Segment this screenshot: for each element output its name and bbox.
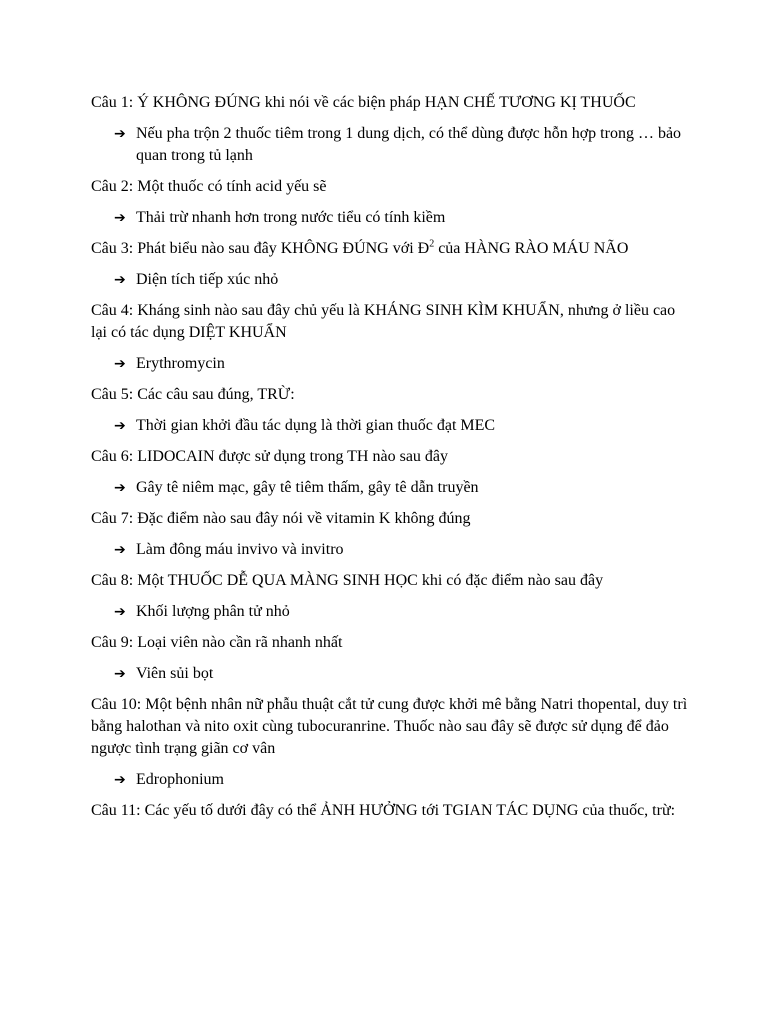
question-9: Câu 9: Loại viên nào cần rã nhanh nhất [91, 634, 343, 651]
right-arrow-icon: ➔ [114, 480, 126, 496]
answer-text: Khối lượng phân tử nhỏ [136, 603, 290, 620]
answer-text: Thời gian khởi đầu tác dụng là thời gian thuốc đạt MEC [136, 417, 496, 434]
answer-1 [91, 123, 691, 167]
answer-10 [91, 769, 691, 791]
question-3 [91, 238, 691, 260]
right-arrow-icon: ➔ [114, 210, 126, 226]
question-text: của HÀNG RÀO MÁU NÃO [434, 240, 629, 257]
question-10: Câu 10: Một bệnh nhân nữ phẫu thuật cắt tử cung được khởi mê bằng Natri thopental, duy trì bằng halothan và nito oxit cùng tubocuranrine. Thuốc nào sau đây sẽ được sử dụng để đảo ngược tình trạng giãn cơ vân [91, 696, 688, 757]
right-arrow-icon: ➔ [114, 272, 126, 288]
right-arrow-icon: ➔ [114, 542, 126, 558]
answer-text: Thải trừ nhanh hơn trong nước tiểu có tính kiềm [136, 209, 446, 226]
answer-text: Nếu pha trộn 2 thuốc tiêm trong 1 dung dịch, có thể dùng được hỗn hợp trong … bảo quan trong tủ lạnh [136, 125, 682, 164]
answer-text: Diện tích tiếp xúc nhỏ [136, 271, 279, 288]
answer-4 [91, 353, 691, 375]
answer-text: Edrophonium [136, 771, 224, 788]
right-arrow-icon: ➔ [114, 126, 126, 142]
question-1: Câu 1: Ý KHÔNG ĐÚNG khi nói về các biện pháp HẠN CHẾ TƯƠNG KỊ THUỐC [91, 94, 636, 111]
answer-9 [91, 663, 691, 685]
right-arrow-icon: ➔ [114, 604, 126, 620]
answer-6 [91, 477, 691, 499]
question-text: Câu 3: Phát biểu nào sau đây KHÔNG ĐÚNG với Đ [91, 240, 430, 257]
answer-text: Viên sủi bọt [136, 665, 214, 682]
answer-text: Làm đông máu invivo và invitro [136, 541, 344, 558]
right-arrow-icon: ➔ [114, 772, 126, 788]
question-4: Câu 4: Kháng sinh nào sau đây chủ yếu là KHÁNG SINH KÌM KHUẨN, nhưng ở liều cao lại có tác dụng DIỆT KHUẨN [91, 302, 676, 341]
answer-8 [91, 601, 691, 623]
question-5: Câu 5: Các câu sau đúng, TRỪ: [91, 386, 295, 403]
answer-text: Gây tê niêm mạc, gây tê tiêm thấm, gây tê dẫn truyền [136, 479, 479, 496]
superscript: 2 [429, 238, 435, 250]
answer-text: Erythromycin [136, 355, 225, 372]
question-8: Câu 8: Một THUỐC DỄ QUA MÀNG SINH HỌC khi có đặc điểm nào sau đây [91, 572, 604, 589]
answer-2 [91, 207, 691, 229]
question-11: Câu 11: Các yếu tố dưới đây có thể ẢNH HƯỞNG tới TGIAN TÁC DỤNG của thuốc, trừ: [91, 802, 676, 819]
question-7: Câu 7: Đặc điểm nào sau đây nói về vitamin K không đúng [91, 510, 471, 527]
document-page [91, 92, 691, 831]
question-6: Câu 6: LIDOCAIN được sử dụng trong TH nào sau đây [91, 448, 449, 465]
right-arrow-icon: ➔ [114, 418, 126, 434]
question-2: Câu 2: Một thuốc có tính acid yếu sẽ [91, 178, 327, 195]
answer-3 [91, 269, 691, 291]
right-arrow-icon: ➔ [114, 666, 126, 682]
answer-5 [91, 415, 691, 437]
answer-7 [91, 539, 691, 561]
right-arrow-icon: ➔ [114, 356, 126, 372]
